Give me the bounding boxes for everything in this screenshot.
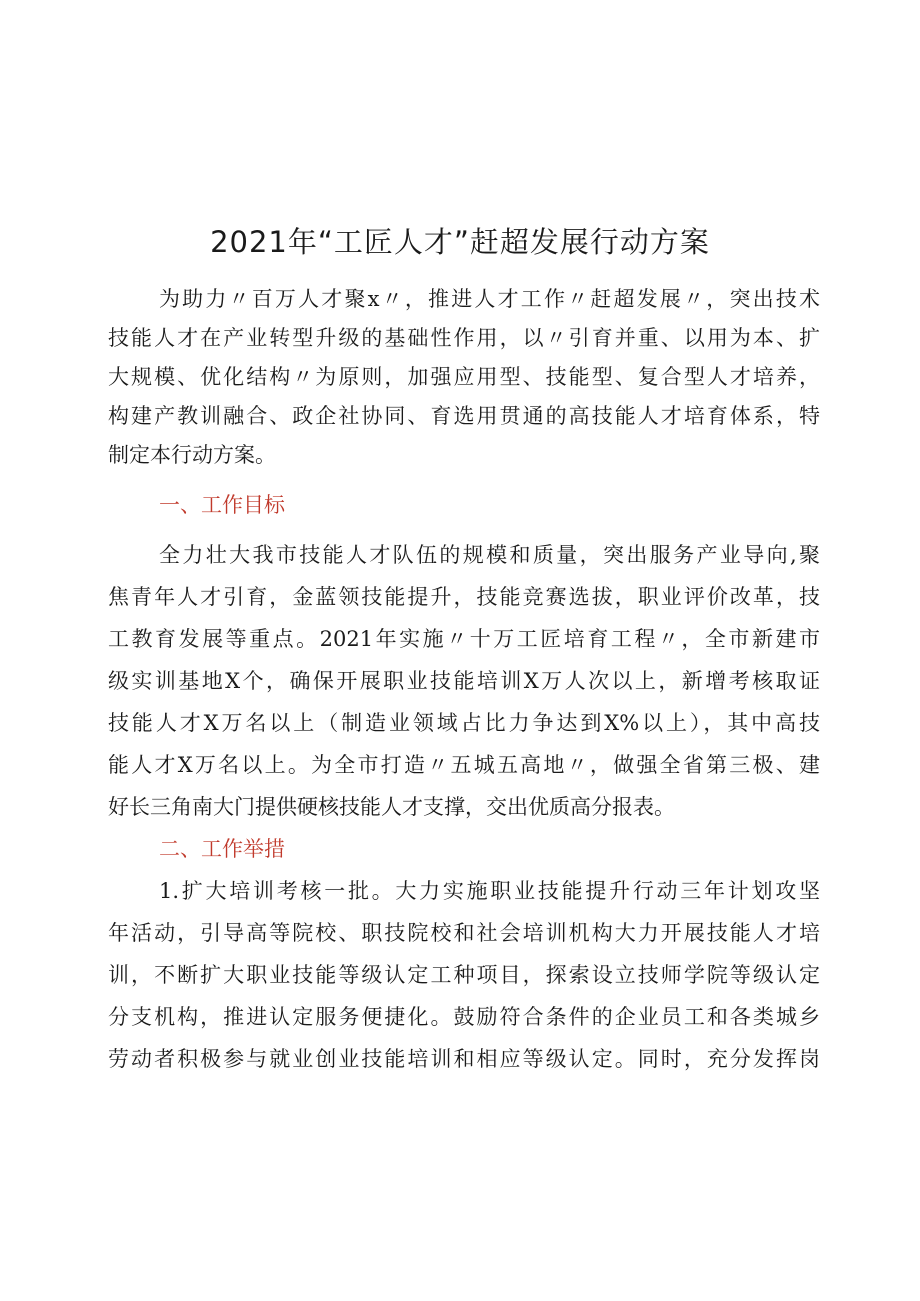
intro-line-1: 为助力〃百万人才聚x〃，推进人才工作〃赶超发展〃，突出技术 [159, 287, 820, 311]
section-heading-goals: 一、工作目标 [159, 493, 285, 517]
section-heading-measures: 二、工作举措 [159, 837, 285, 861]
goals-line-2: 焦青年人才引育，金蓝领技能提升，技能竞赛选拔，职业评价改革，技 [108, 585, 820, 609]
goals-line-7: 好长三角南大门提供硬核技能人才支撑，交出优质高分报表。 [108, 795, 675, 819]
measures-line-4: 分支机构，推进认定服务便捷化。鼓励符合条件的企业员工和各类城乡 [108, 1005, 820, 1029]
goals-line-6: 能人才X万名以上。为全市打造〃五城五高地〃，做强全省第三极、建 [108, 753, 820, 777]
goals-line-5: 技能人才X万名以上（制造业领域占比力争达到X%以上），其中高技 [108, 711, 820, 735]
intro-line-2: 技能人才在产业转型升级的基础性作用，以〃引育并重、以用为本、扩 [108, 326, 820, 350]
goals-line-4: 级实训基地X个，确保开展职业技能培训X万人次以上，新增考核取证 [108, 669, 820, 693]
document-title: 2021年“工匠人才”赶超发展行动方案 [210, 225, 710, 259]
intro-line-4: 构建产教训融合、政企社协同、育选用贯通的高技能人才培育体系，特 [108, 404, 820, 428]
measures-line-5: 劳动者积极参与就业创业技能培训和相应等级认定。同时，充分发挥岗 [108, 1047, 820, 1071]
measures-line-2: 年活动，引导高等院校、职技院校和社会培训机构大力开展技能人才培 [108, 921, 820, 945]
measures-line-3: 训，不断扩大职业技能等级认定工种项目，探索设立技师学院等级认定 [108, 963, 820, 987]
intro-line-3: 大规模、优化结构〃为原则，加强应用型、技能型、复合型人才培养， [108, 365, 820, 389]
measures-line-1: 1.扩大培训考核一批。大力实施职业技能提升行动三年计划攻坚 [159, 879, 820, 903]
goals-line-3: 工教育发展等重点。2021年实施〃十万工匠培育工程〃，全市新建市 [108, 627, 820, 651]
intro-line-5: 制定本行动方案。 [108, 443, 276, 467]
goals-line-1: 全力壮大我市技能人才队伍的规模和质量，突出服务产业导向,聚 [159, 543, 820, 567]
